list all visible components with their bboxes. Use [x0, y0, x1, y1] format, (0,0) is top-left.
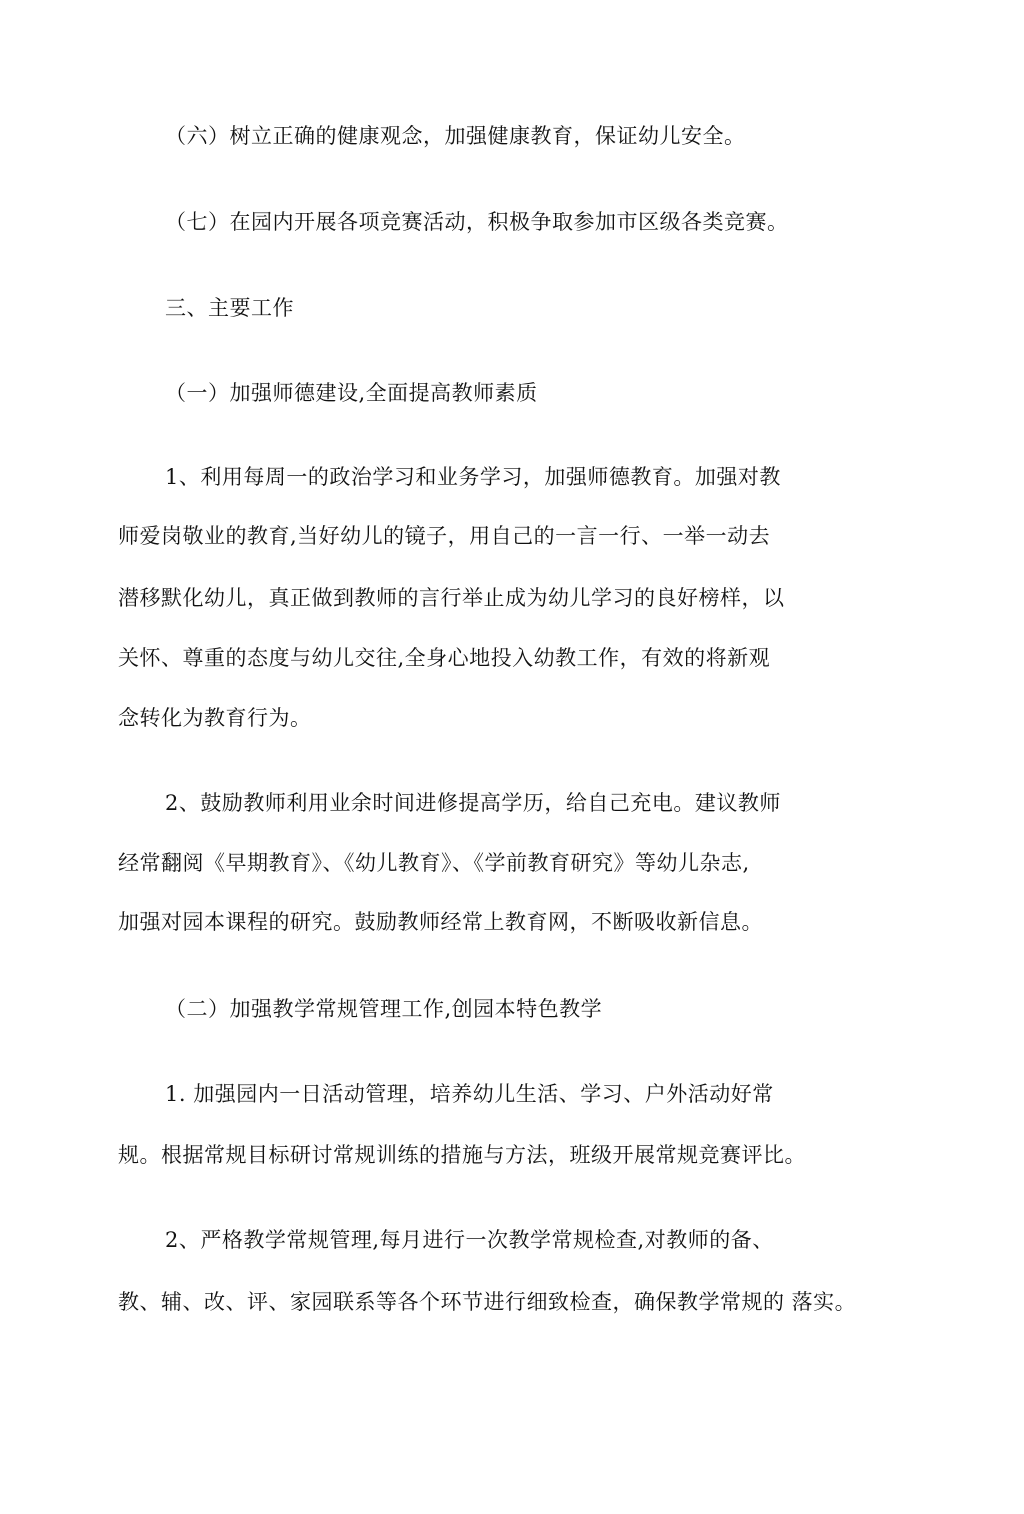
paragraph-line: （六）树立正确的健康观念，加强健康教育，保证幼儿安全。 — [165, 124, 746, 148]
paragraph-line: 关怀、尊重的态度与幼儿交往,全身心地投入幼教工作，有效的将新观 — [118, 646, 771, 670]
paragraph-line: 1、利用每周一的政治学习和业务学习，加强师德教育。加强对教 — [165, 465, 781, 489]
paragraph-line: 规。根据常规目标研讨常规训练的措施与方法，班级开展常规竞赛评比。 — [118, 1143, 806, 1167]
paragraph-line: 加强对园本课程的研究。鼓励教师经常上教育网，不断吸收新信息。 — [118, 910, 763, 934]
paragraph-line: 经常翻阅《早期教育》、《幼儿教育》、《学前教育研究》等幼儿杂志, — [118, 851, 750, 875]
subsection-heading: （二）加强教学常规管理工作,创园本特色教学 — [165, 997, 603, 1021]
paragraph-line: 念转化为教育行为。 — [118, 706, 312, 730]
paragraph-line: 师爱岗敬业的教育,当好幼儿的镜子，用自己的一言一行、一举一动去 — [118, 524, 771, 548]
paragraph-line: 2、鼓励教师利用业余时间进修提高学历，给自己充电。建议教师 — [165, 791, 781, 815]
paragraph-line: （七）在园内开展各项竞赛活动，积极争取参加市区级各类竞赛。 — [165, 210, 789, 234]
paragraph-line: 潜移默化幼儿，真正做到教师的言行举止成为幼儿学习的良好榜样，以 — [118, 586, 785, 610]
subsection-heading: （一）加强师德建设,全面提高教师素质 — [165, 381, 538, 405]
paragraph-line: 2、严格教学常规管理,每月进行一次教学常规检查,对教师的备、 — [165, 1228, 774, 1252]
paragraph-line: 1. 加强园内一日活动管理，培养幼儿生活、学习、户外活动好常 — [165, 1082, 774, 1106]
section-heading: 三、主要工作 — [165, 296, 294, 320]
paragraph-line: 教、辅、改、评、家园联系等各个环节进行细致检查，确保教学常规的 落实。 — [118, 1290, 857, 1314]
